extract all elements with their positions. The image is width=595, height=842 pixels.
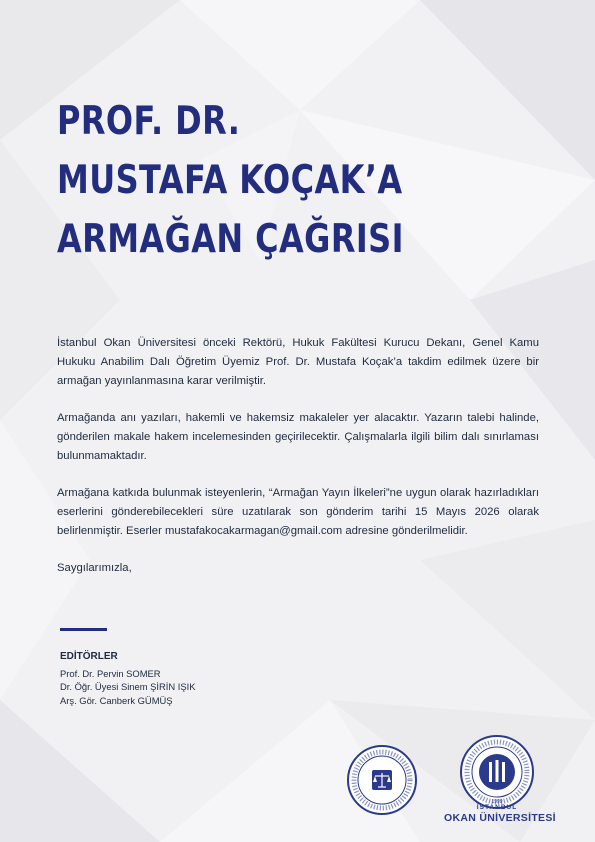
- closing-text: Saygılarımızla,: [57, 562, 132, 574]
- editors-heading: EDİTÖRLER: [60, 651, 118, 662]
- paragraph-content: Armağanda anı yazıları, hakemli ve hakemsiz makaleler yer alacaktır. Yazarın talebi halinde, gönderilen makale hakem incelemesinden geçirilecektir. Çalışmalarla ilgili bilim dalı sınırlaması bulunmamaktadır.: [57, 412, 539, 462]
- editor-name: Arş. Gör. Canberk GÜMÜŞ: [60, 694, 173, 706]
- paragraph-deadline: Armağana katkıda bulunmak isteyenlerin, “Armağan Yayın İlkeleri”ne uygun olarak hazırladıkları eserlerini gönderebilecekleri süre uzatılarak son gönderim tarihi 15 Mayıs 2026 olarak belirlenmiştir. Eserler mustafakocakarmagan@gmail.com adresine gönderilmelidir.: [57, 487, 539, 537]
- paragraph-intro: İstanbul Okan Üniversitesi önceki Rektörü, Hukuk Fakültesi Kurucu Dekanı, Genel Kamu Hukuku Anabilim Dalı Öğretim Üyemiz Prof. Dr. Mustafa Koçak’a takdim edilmek üzere bir armağan yayınlanmasına karar verilmiştir.: [57, 337, 539, 387]
- page-title: [57, 92, 404, 269]
- title-line-3: ARMAĞAN ÇAĞRISI: [57, 217, 404, 262]
- seal-year: 1999: [491, 799, 503, 805]
- editor-name: Prof. Dr. Pervin SOMER: [60, 667, 161, 679]
- university-name-small: İSTANBUL: [476, 804, 518, 811]
- announcement-body: [57, 334, 539, 596]
- editors-block: [60, 650, 195, 707]
- university-name: OKAN ÜNİVERSİTESİ: [444, 812, 556, 824]
- divider: [60, 628, 107, 631]
- editor-name: Dr. Öğr. Üyesi Sinem ŞİRİN IŞIK: [60, 681, 196, 692]
- title-line-1: PROF. DR.: [57, 99, 241, 144]
- title-line-2: MUSTAFA KOÇAK’A: [57, 158, 403, 203]
- university-seal-logo: [459, 734, 535, 810]
- law-faculty-seal-logo: [346, 744, 418, 816]
